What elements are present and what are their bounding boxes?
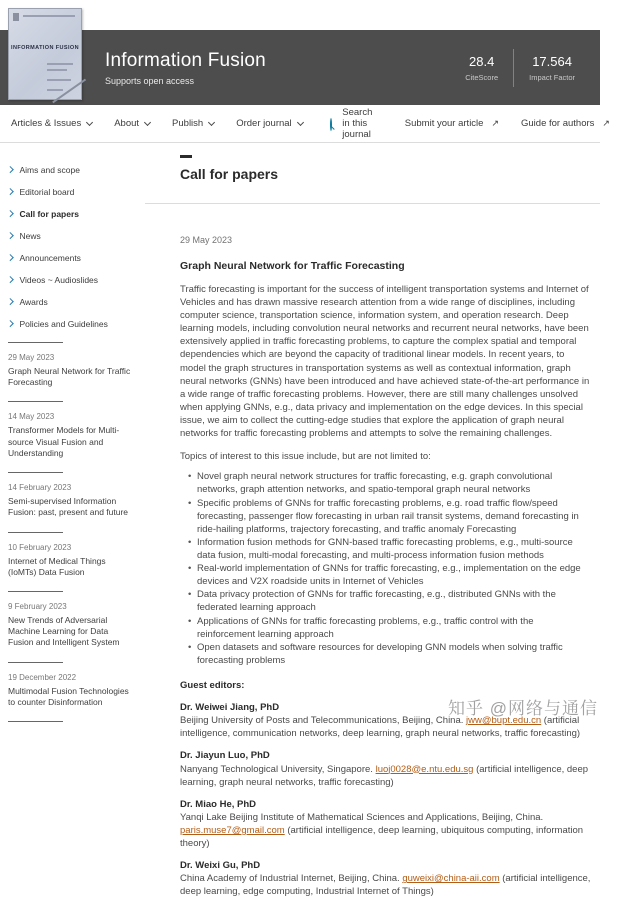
cfp-title-link[interactable]: New Trends of Adversarial Machine Learning for Data Fusion and Intelligent System <box>8 614 120 648</box>
sidebar-item-announcements[interactable] <box>8 253 137 263</box>
citescore-value: 28.4 <box>469 53 495 69</box>
topic-item: • Applications of GNNs for traffic forecasting problems, e.g., traffic control with the reinforcement learning approach <box>188 615 592 641</box>
topic-item: • Information fusion methods for GNN-based traffic forecasting problems, e.g., multi-source data fusion, multi-modal forecasting, and multi-process information fusion methods <box>188 536 592 562</box>
editor-affiliation <box>180 811 592 850</box>
topics-list <box>180 470 592 667</box>
guest-editors-heading: Guest editors: <box>180 679 245 691</box>
cfp-title-link[interactable]: Multimodal Fusion Technologies to counter Disinformation <box>8 685 129 707</box>
cfp-date: 14 May 2023 <box>8 412 55 422</box>
guide-for-authors-link[interactable] <box>510 105 621 142</box>
impact-factor-value: 17.564 <box>532 53 572 69</box>
topic-item: • Data privacy protection of GNNs for traffic forecasting, e.g., distributed GNNs with the federated learning approach <box>188 588 592 614</box>
sidebar-item-aims-and-scope[interactable] <box>8 165 137 175</box>
chevron-right-icon <box>7 188 13 194</box>
affiliation-text: Nanyang Technological University, Singapore. <box>180 763 376 775</box>
journal-sidebar <box>0 143 145 725</box>
editor-name: Dr. Weixi Gu, PhD <box>180 860 261 872</box>
cfp-article <box>145 204 600 898</box>
cfp-sidebar-list <box>8 342 137 722</box>
chevron-down-icon <box>86 118 93 125</box>
citescore-metric <box>450 54 513 82</box>
chevron-right-icon <box>7 254 13 260</box>
cover-title: INFORMATION FUSION <box>11 45 79 51</box>
divider <box>8 591 63 592</box>
journal-navbar <box>0 105 610 143</box>
menu-label: About <box>114 118 140 129</box>
heading-dash-decoration <box>180 155 192 158</box>
cover-decoration <box>47 79 71 81</box>
search-icon <box>330 119 334 128</box>
divider <box>8 472 63 473</box>
affiliation-text: (artificial intelligence, deep learning, ubiquitous computing, information theory) <box>180 824 584 850</box>
journal-metrics <box>450 49 590 87</box>
editor-email-link[interactable]: guweixi@china-aii.com <box>402 873 500 885</box>
chevron-right-icon <box>7 298 13 304</box>
top-strip <box>0 0 600 30</box>
sidebar-item-videos-audioslides[interactable] <box>8 275 137 285</box>
journal-title: Information Fusion <box>105 49 266 71</box>
impact-factor-metric <box>514 54 590 82</box>
menu-order-journal[interactable] <box>225 105 313 142</box>
submit-your-article-link[interactable] <box>394 105 510 142</box>
cfp-date: 9 February 2023 <box>8 601 67 611</box>
cover-decoration <box>23 15 75 17</box>
sidebar-item-label: Editorial board <box>19 187 75 197</box>
cfp-date: 14 February 2023 <box>8 483 72 493</box>
menu-label: Publish <box>172 118 204 129</box>
sidebar-item-news[interactable] <box>8 231 137 241</box>
impact-factor-label: Impact Factor <box>529 72 575 82</box>
cfp-date: 19 December 2022 <box>8 672 77 682</box>
affiliation-text: Beijing University of Posts and Telecommunications, Beijing, China. <box>180 715 467 727</box>
action-label: Submit your article <box>404 118 484 129</box>
sidebar-item-label: Call for papers <box>19 209 80 219</box>
menu-label: Order journal <box>236 118 292 129</box>
editor-name: Dr. Jiayun Luo, PhD <box>180 750 270 762</box>
divider <box>8 401 63 402</box>
topic-item: • Real-world implementation of GNNs for traffic forecasting, e.g., implementation on the edge devices and V2X roadside units in Internet of Vehicles <box>188 562 592 588</box>
chevron-right-icon <box>7 276 13 282</box>
guest-editor <box>180 859 592 898</box>
sidebar-item-awards[interactable] <box>8 297 137 307</box>
main-content <box>145 143 600 898</box>
editor-email-link[interactable]: luoj0028@e.ntu.edu.sg <box>375 763 474 775</box>
divider <box>8 532 63 533</box>
editor-name: Dr. Weiwei Jiang, PhD <box>180 702 280 714</box>
divider <box>8 721 63 722</box>
sidebar-item-label: Aims and scope <box>19 165 80 175</box>
editor-affiliation <box>180 872 592 898</box>
cfp-list-item[interactable] <box>8 342 137 388</box>
affiliation-text: China Academy of Industrial Internet, Beijing, China. <box>180 873 403 885</box>
cfp-date: 10 February 2023 <box>8 542 72 552</box>
chevron-right-icon <box>7 232 13 238</box>
journal-cover-image <box>8 8 82 100</box>
zhihu-watermark: 知乎 @网络与通信 <box>448 699 598 718</box>
guest-editor <box>180 749 592 788</box>
journal-banner <box>0 30 600 105</box>
chevron-down-icon <box>144 118 151 125</box>
cfp-title-link[interactable]: Transformer Models for Multi-source Visual Fusion and Understanding <box>8 425 120 458</box>
page-title: Call for papers <box>180 166 279 182</box>
topic-item: • Novel graph neural network structures for traffic forecasting, e.g. graph convolutional networks, graph attention networks, and spatio-temporal graph neural networks <box>188 470 592 496</box>
action-label: Guide for authors <box>521 118 595 129</box>
topic-item: • Specific problems of GNNs for traffic forecasting problems, e.g. road traffic flow/speed forecasting, passenger flow forecasting in urban rail transit systems, demand forecasting in ride-hailing platforms, trajectory forecasting, and traffic anomaly Forecasting <box>188 497 592 536</box>
divider <box>8 662 63 663</box>
sidebar-item-label: Announcements <box>19 253 81 263</box>
affiliation-text: (artificial intelligence, deep learning, edge computing, Industrial Internet of Things) <box>180 873 591 898</box>
cfp-list-item[interactable] <box>8 591 137 649</box>
open-access-note: Supports open access <box>105 75 195 86</box>
cfp-list-item[interactable] <box>8 472 137 518</box>
menu-about[interactable] <box>103 105 161 142</box>
cfp-list-item[interactable] <box>8 532 137 578</box>
cfp-title-link[interactable]: Graph Neural Network for Traffic Forecasting <box>8 366 131 388</box>
cover-decoration <box>47 69 67 71</box>
sidebar-item-label: Policies and Guidelines <box>19 319 108 329</box>
article-intro: Traffic forecasting is important for the success of intelligent transportation systems and Internet of Vehicles and has drawn massive research attention from a wide range of disciplines, including computer science, transportation science, information system, and operation research. Deep learning models, including convolution neural networks and recurrent neural networks, have been extensively applied in traffic forecasting problems, to capture the complex spatial and temporal dependencies which are beyond the capacity of traditional linear models. In recent years, to model the graph structures in transportation systems as well as contextual information, graph neural networks (GNNs) have been introduced and have achieved state-of-the-art performance in a wide range of traffic forecasting problems. However, there are still many challenges unsolved when applying GNNs, e.g., data privacy and implementation on the edge devices. In this special issue, we aim to collect the cutting-edge studies that explore the application of graph neural networks for traffic forecasting problems and attempts to solve the remaining challenges. <box>180 283 590 440</box>
chevron-right-icon <box>7 320 13 326</box>
cfp-list-item[interactable] <box>8 662 137 708</box>
editor-name: Dr. Miao He, PhD <box>180 798 257 810</box>
cfp-date: 29 May 2023 <box>8 353 55 362</box>
chevron-right-icon <box>7 210 13 216</box>
affiliation-text: Yanqi Lake Beijing Institute of Mathematical Sciences and Applications, Beijing, China. <box>180 811 544 823</box>
chevron-down-icon <box>297 118 304 125</box>
article-date: 29 May 2023 <box>180 235 233 245</box>
affiliation-text: (artificial intelligence, communication networks, deep learning, graph neural networks, traffic forecasting) <box>180 715 581 740</box>
search-label: Search in this journal <box>342 107 373 140</box>
chevron-right-icon <box>7 166 13 172</box>
topic-item: • Open datasets and software resources for developing GNN models when solving traffic forecasting problems <box>188 641 592 667</box>
editor-email-link[interactable]: jww@bupt.edu.cn <box>466 715 542 727</box>
sidebar-item-call-for-papers[interactable] <box>8 209 137 219</box>
article-title: Graph Neural Network for Traffic Forecasting <box>180 260 405 273</box>
menu-articles-issues[interactable] <box>0 105 103 142</box>
sidebar-item-label: Videos ~ Audioslides <box>19 275 99 285</box>
citescore-label: CiteScore <box>465 72 499 82</box>
cfp-list-item[interactable] <box>8 401 137 459</box>
external-link-icon: ↗ <box>602 118 610 128</box>
topics-lead: Topics of interest to this issue include, but are not limited to: <box>180 451 431 463</box>
editor-affiliation <box>180 763 592 789</box>
sidebar-item-label: News <box>19 231 41 241</box>
cfp-title-link[interactable]: Internet of Medical Things (IoMTs) Data Fusion <box>8 555 106 577</box>
affiliation-text: (artificial intelligence, deep learning, graph neural networks, traffic forecasting) <box>180 763 589 788</box>
chevron-down-icon <box>208 118 215 125</box>
sidebar-item-editorial-board[interactable] <box>8 187 137 197</box>
menu-publish[interactable] <box>161 105 225 142</box>
search-in-journal[interactable] <box>314 105 394 142</box>
divider <box>8 342 63 343</box>
guest-editor <box>180 798 592 850</box>
sidebar-item-policies-and-guidelines[interactable] <box>8 319 137 329</box>
menu-label: Articles & Issues <box>11 118 82 129</box>
editor-email-link[interactable]: paris.muse7@gmail.com <box>180 824 285 836</box>
cover-decoration <box>47 89 63 91</box>
publisher-logo-icon <box>13 13 19 21</box>
cover-decoration <box>47 63 73 65</box>
cfp-title-link[interactable]: Semi-supervised Information Fusion: past, present and future <box>8 496 129 518</box>
sidebar-item-label: Awards <box>19 297 48 307</box>
external-link-icon: ↗ <box>491 118 499 128</box>
